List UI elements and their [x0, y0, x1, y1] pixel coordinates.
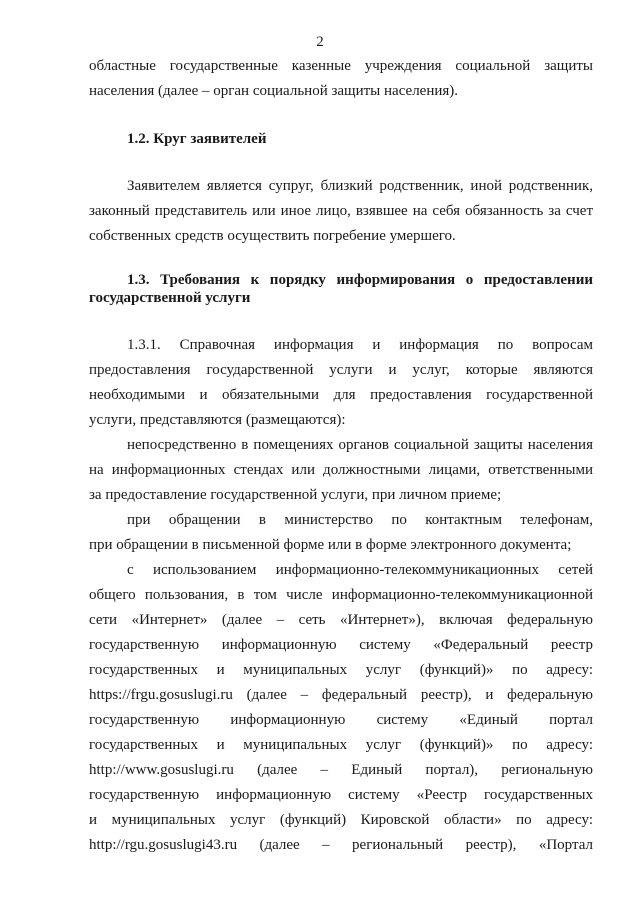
text-line: https://frgu.gosuslugi.ru (далее – федеральный реестр), и федеральную — [89, 687, 593, 703]
text-line: услуги, представляются (размещаются): — [89, 412, 346, 428]
text-line: Заявителем является супруг, близкий родственник, иной родственник, — [127, 178, 593, 194]
text-line: на информационных стендах или должностными лицами, ответственными — [89, 462, 593, 478]
text-line: государственных и муниципальных услуг (функций)» по адресу: — [89, 662, 593, 678]
text-line: законный представитель или иное лицо, взявшее на себя обязанность за счет — [89, 203, 593, 219]
text-line: и муниципальных услуг (функций) Кировской области» по адресу: — [89, 812, 593, 828]
text-line: государственную информационную систему «Федеральный реестр — [89, 637, 593, 653]
text-line: государственных и муниципальных услуг (функций)» по адресу: — [89, 737, 593, 753]
text-line: при обращении в письменной форме или в форме электронного документа; — [89, 537, 572, 553]
document-body — [89, 54, 593, 858]
text-line: необходимыми и обязательными для предоставления государственной — [89, 387, 593, 403]
text-line: непосредственно в помещениях органов социальной защиты населения — [127, 437, 593, 453]
text-line: сети «Интернет» (далее – сеть «Интернет»), включая федеральную — [89, 612, 593, 628]
text-line: 1.3.1. Справочная информация и информация по вопросам — [127, 337, 593, 353]
text-line: за предоставление государственной услуги, при личном приеме; — [89, 487, 502, 503]
text-line: собственных средств осуществить погребение умершего. — [89, 228, 456, 244]
heading-line: государственной услуги — [89, 290, 251, 306]
paragraph-1-3-1 — [89, 333, 593, 433]
heading-line: 1.3. Требования к порядку информирования о предоставлении — [127, 272, 593, 288]
text-line: с использованием информационно-телекоммуникационных сетей — [127, 562, 593, 578]
text-line: при обращении в министерство по контактным телефонам, — [127, 512, 593, 528]
text-line: государственную информационную систему «Реестр государственных — [89, 787, 593, 803]
intro-paragraph — [89, 54, 593, 104]
text-line: областные государственные казенные учреждения социальной защиты — [89, 58, 593, 74]
text-line: http://www.gosuslugi.ru (далее – Единый портал), региональную — [89, 762, 593, 778]
page-number: 2 — [316, 34, 324, 50]
section-heading-1-3 — [89, 271, 593, 307]
text-line: общего пользования, в том числе информационно-телекоммуникационной — [89, 587, 593, 603]
text-line: http://rgu.gosuslugi43.ru (далее – региональный реестр), «Портал — [89, 837, 593, 853]
paragraph-internet — [89, 558, 593, 858]
text-line: предоставления государственной услуги и услуг, которые являются — [89, 362, 593, 378]
text-line: государственную информационную систему «Единый портал — [89, 712, 593, 728]
paragraph-phone — [89, 508, 593, 558]
applicants-paragraph — [89, 174, 593, 249]
section-heading-1-2: 1.2. Круг заявителей — [127, 131, 267, 147]
paragraph-in-person — [89, 433, 593, 508]
text-line: населения (далее – орган социальной защиты населения). — [89, 83, 459, 99]
